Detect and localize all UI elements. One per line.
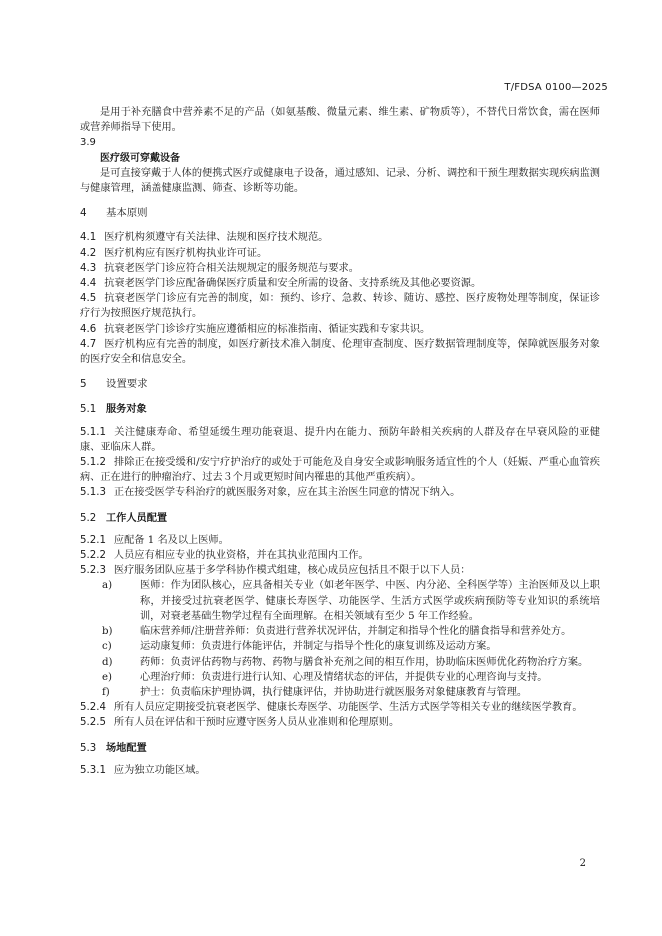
subsection-number: 5.3 xyxy=(80,742,97,754)
list-item-e xyxy=(80,670,600,685)
clause-text: 排除正在接受缓和/安宁疗护治疗的或处于可能危及自身安全或影响服务适宜性的个人（妊娠、严重心血管疾病、正在进行的肿瘤治疗、过去３个月或更短时间内罹患的其他严重疾病）。 xyxy=(80,457,600,484)
clause-4-2 xyxy=(80,246,600,261)
term-3-9-number: 3.9 xyxy=(80,137,96,149)
document-id-header: T/FDSA 0100—2025 xyxy=(504,82,608,93)
clause-text: 关注健康寿命、希望延缓生理功能衰退、提升内在能力、预防年龄相关疾病的人群及存在早衰风险的亚健康、亚临床人群。 xyxy=(80,426,600,453)
clause-number: 4.7 xyxy=(80,338,97,350)
section-number: 5 xyxy=(80,378,87,391)
list-item-d xyxy=(80,655,600,670)
clause-5-1-3 xyxy=(80,485,600,500)
section-4-heading xyxy=(80,206,600,221)
clause-number: 5.3.1 xyxy=(80,764,106,776)
clause-text: 抗衰老医学门诊应配备确保医疗质量和安全所需的设备、支持系统及其他必要资源。 xyxy=(104,278,482,290)
subsection-number: 5.2 xyxy=(80,512,97,524)
clause-5-2-4 xyxy=(80,700,600,715)
list-item-a xyxy=(80,578,600,624)
clause-number: 4.3 xyxy=(80,262,97,274)
clause-4-1 xyxy=(80,230,600,245)
clause-text: 医疗服务团队应基于多学科协作模式组建，核心成员应包括且不限于以下人员： xyxy=(113,565,471,577)
clause-number: 5.1.1 xyxy=(80,426,106,438)
subsection-title: 工作人员配置 xyxy=(106,512,168,524)
list-marker: f) xyxy=(102,686,110,698)
document-body xyxy=(80,105,600,778)
clause-text: 医疗机构应有医疗机构执业许可证。 xyxy=(104,247,268,259)
clause-4-5 xyxy=(80,291,600,321)
clause-text: 医疗机构应有完善的制度，如医疗新技术准入制度、伦理审查制度、医疗数据管理制度等，保障就医服务对象的医疗安全和信息安全。 xyxy=(80,338,600,366)
clause-5-2-5 xyxy=(80,715,600,730)
list-marker: b) xyxy=(102,626,113,638)
clause-5-2-3 xyxy=(80,563,600,578)
term-3-9-title: 医疗级可穿戴设备 xyxy=(100,152,180,164)
list-item-text: 运动康复师：负责进行体能评估，并制定与指导个性化的康复训练及运动方案。 xyxy=(140,641,497,653)
clause-text: 抗衰老医学门诊应符合相关法规规定的服务规范与要求。 xyxy=(104,262,359,274)
section-5-heading xyxy=(80,377,600,392)
clause-number: 5.1.3 xyxy=(80,487,106,499)
section-title: 基本原则 xyxy=(106,207,148,220)
clause-text: 人员应有相应专业的执业资格，并在其执业范围内工作。 xyxy=(113,550,369,562)
clause-4-3 xyxy=(80,261,600,276)
clause-4-4 xyxy=(80,276,600,291)
list-item-text: 护士：负责临床护理协调，执行健康评估，并协助进行就医服务对象健康教育与管理。 xyxy=(140,686,528,698)
subsection-title: 场地配置 xyxy=(106,742,147,754)
clause-number: 5.2.2 xyxy=(80,550,106,562)
list-marker: e) xyxy=(102,671,113,683)
clause-text: 应为独立功能区域。 xyxy=(113,764,206,776)
clause-number: 4.6 xyxy=(80,323,97,335)
subsection-title: 服务对象 xyxy=(106,404,147,416)
list-marker: c) xyxy=(102,641,112,653)
clause-number: 5.2.4 xyxy=(80,702,106,714)
list-item-c xyxy=(80,639,600,654)
clause-text: 应配备 1 名及以上医师。 xyxy=(113,534,229,546)
clause-text: 所有人员应定期接受抗衰老医学、健康长寿医学、功能医学、生活方式医学等相关专业的继续医学教育。 xyxy=(113,702,583,714)
clause-5-3-1 xyxy=(80,763,600,778)
section-5-2-heading xyxy=(80,511,600,526)
section-5-1-heading xyxy=(80,402,600,417)
clause-5-2-2 xyxy=(80,548,600,563)
page-number: 2 xyxy=(579,858,586,869)
clause-4-7 xyxy=(80,337,600,367)
clause-number: 4.2 xyxy=(80,247,97,259)
clause-text: 抗衰老医学门诊应有完善的制度，如：预约、诊疗、急救、转诊、随访、感控、医疗废物处理等制度，保证诊疗行为按照医疗规范执行。 xyxy=(80,293,600,320)
section-title: 设置要求 xyxy=(106,378,148,391)
clause-text: 所有人员在评估和干预时应遵守医务人员从业准则和伦理原则。 xyxy=(113,717,400,729)
clause-5-2-1 xyxy=(80,533,600,548)
clause-5-1-1 xyxy=(80,425,600,455)
term-3-8-definition: 是用于补充膳食中营养素不足的产品（如氨基酸、微量元素、维生素、矿物质等），不替代日常饮食，需在医师或营养师指导下使用。 xyxy=(80,107,600,134)
list-item-text: 医师：作为团队核心，应具备相关专业（如老年医学、中医、内分泌、全科医学等）主治医师及以上职称，并接受过抗衰老医学、健康长寿医学、功能医学、生活方式医学或疾病预防等专业知识的系统培训，对衰老基础生物学过程有全面理解。在相关领域有至少 5 年工作经验。 xyxy=(140,580,600,622)
term-3-9-definition: 是可直接穿戴于人体的便携式医疗或健康电子设备，通过感知、记录、分析、调控和干预生理数据实现疾病监测与健康管理，涵盖健康监测、筛查、诊断等功能。 xyxy=(80,167,600,195)
section-5-3-heading xyxy=(80,741,600,756)
list-marker: a) xyxy=(102,580,113,592)
subsection-number: 5.1 xyxy=(80,404,97,416)
clause-text: 医疗机构须遵守有关法律、法规和医疗技术规范。 xyxy=(104,232,329,244)
clause-text: 抗衰老医学门诊诊疗实施应遵循相应的标准指南、循证实践和专家共识。 xyxy=(104,323,431,335)
clause-number: 5.2.5 xyxy=(80,717,106,729)
list-item-f xyxy=(80,685,600,700)
clause-number: 4.1 xyxy=(80,232,97,244)
clause-number: 5.2.3 xyxy=(80,565,106,577)
list-marker: d) xyxy=(102,656,113,668)
clause-4-6 xyxy=(80,322,600,337)
clause-number: 4.5 xyxy=(80,293,97,305)
clause-number: 4.4 xyxy=(80,278,97,290)
clause-number: 5.2.1 xyxy=(80,534,106,546)
clause-number: 5.1.2 xyxy=(80,457,106,469)
clause-5-1-2 xyxy=(80,455,600,485)
list-item-text: 临床营养师/注册营养师：负责进行营养状况评估，并制定和指导个性化的膳食指导和营养处方。 xyxy=(140,626,572,638)
list-item-b xyxy=(80,624,600,639)
section-number: 4 xyxy=(80,207,87,220)
list-item-text: 心理治疗师：负责进行进行认知、心理及情绪状态的评估，并提供专业的心理咨询与支持。 xyxy=(140,671,548,683)
clause-text: 正在接受医学专科治疗的就医服务对象，应在其主治医生同意的情况下纳入。 xyxy=(113,487,461,499)
list-item-text: 药师：负责评估药物与药物、药物与膳食补充剂之间的相互作用，协助临床医师优化药物治疗方案。 xyxy=(140,656,589,668)
